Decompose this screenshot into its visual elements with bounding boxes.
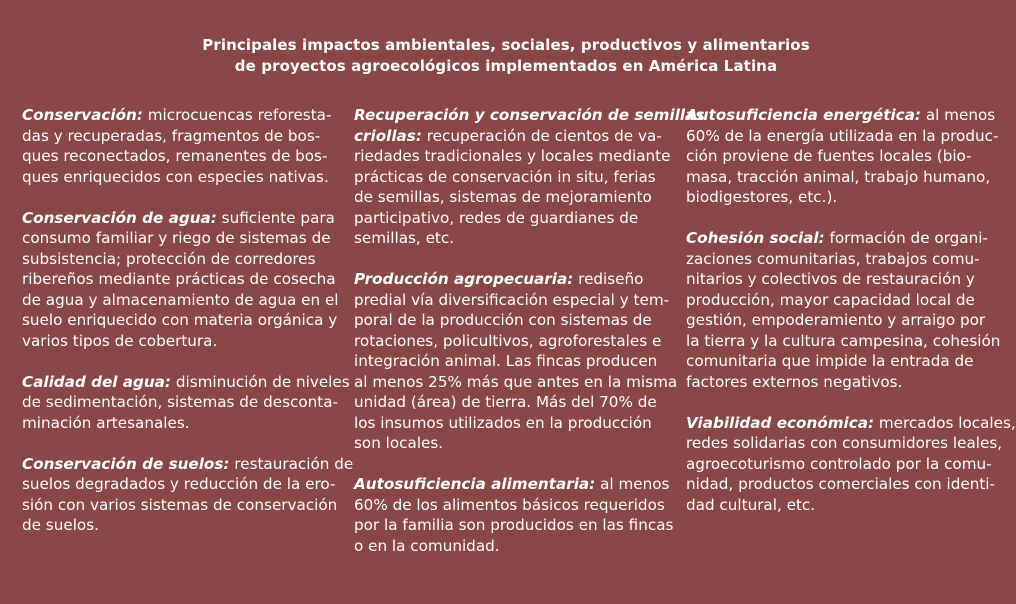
block-heading: Recuperación y conservación de semillas <box>354 106 705 124</box>
block-conservacion-agua: Conservación de agua: suficiente para consumo familiar y riego de sistemas de subsistencia; protección de corredores ribereños mediante prácticas de cosecha de agua y almacenamiento de agua en el suelo enriquecido con materia orgánica y varios tipos de cobertura. <box>22 208 339 350</box>
block-viabilidad-economica: Viabilidad económica: mercados locales, redes solidarias con consumidores leales, agroecoturismo controlado por la comu- nidad, productos comerciales con identi- dad cultural, etc. <box>686 413 1016 514</box>
block-autosuficiencia-alimentaria: Autosuficiencia alimentaria: al menos 60% de los alimentos básicos requeridos por la familia son producidos en las fincas o en la comunidad. <box>354 475 674 555</box>
block-heading: Viabilidad económica: <box>686 413 875 432</box>
block-conservacion-suelos: Conservación de suelos: restauración de suelos degradados y reducción de la ero- sión con varios sistemas de conservación de suelos. <box>22 454 354 534</box>
block-semillas: Recuperación y conservación de semillas criollas: recuperación de cientos de va- riedades tradicionales y locales mediante prácticas de conservación in situ, ferias de semillas, sistemas de mejoramiento participativo, redes de guardianes de semillas, etc. <box>354 106 705 247</box>
title-line-1: Principales impactos ambientales, sociales, productivos y alimentarios <box>202 36 810 54</box>
block-heading: Autosuficiencia energética: <box>686 106 921 124</box>
column-2 <box>354 105 705 577</box>
title-line-2: de proyectos agroecológicos implementados en América Latina <box>234 57 778 75</box>
block-produccion: Producción agropecuaria: rediseño predial vía diversificación especial y tem- poral de la producción con sistemas de rotaciones, policultivos, agroforestales e integración animal. Las fincas producen al menos 25% más que antes en la misma unidad (área) de tierra. Más del 70% de los insumos utilizados en la producción son locales. <box>354 270 678 452</box>
block-heading: Conservación: <box>22 106 143 124</box>
column-3 <box>686 105 1016 536</box>
document-title <box>0 35 1012 77</box>
block-calidad-agua: Calidad del agua: disminución de niveles de sedimentación, sistemas de desconta- minación artesanales. <box>22 372 350 432</box>
block-heading: Cohesión social: <box>686 229 825 247</box>
block-heading: Producción agropecuaria: <box>354 270 574 288</box>
block-heading: Conservación de agua: <box>22 208 217 227</box>
block-conservacion: Conservación: microcuencas reforesta- das y recuperadas, fragmentos de bos- ques reconectados, remanentes de bos- ques enriquecidos con especies nativas. <box>22 106 332 186</box>
block-heading: Calidad del agua: <box>22 372 172 391</box>
column-1 <box>22 105 354 556</box>
block-heading: Conservación de suelos: <box>22 454 230 473</box>
block-heading-continued: criollas: <box>354 126 422 145</box>
block-autosuficiencia-energetica: Autosuficiencia energética: al menos 60% de la energía utilizada en la produc- ción proviene de fuentes locales (bio- masa, tracción animal, trabajo humano, biodigestores, etc.). <box>686 106 999 206</box>
block-cohesion-social: Cohesión social: formación de organi- zaciones comunitarias, trabajos comu- nitarios y colectivos de restauración y producción, mayor capacidad local de gestión, empoderamiento y arraigo por la tierra y la cultura campesina, cohesión comunitaria que impide la entrada de factores externos negativos. <box>686 229 1001 391</box>
block-heading: Autosuficiencia alimentaria: <box>354 475 596 493</box>
